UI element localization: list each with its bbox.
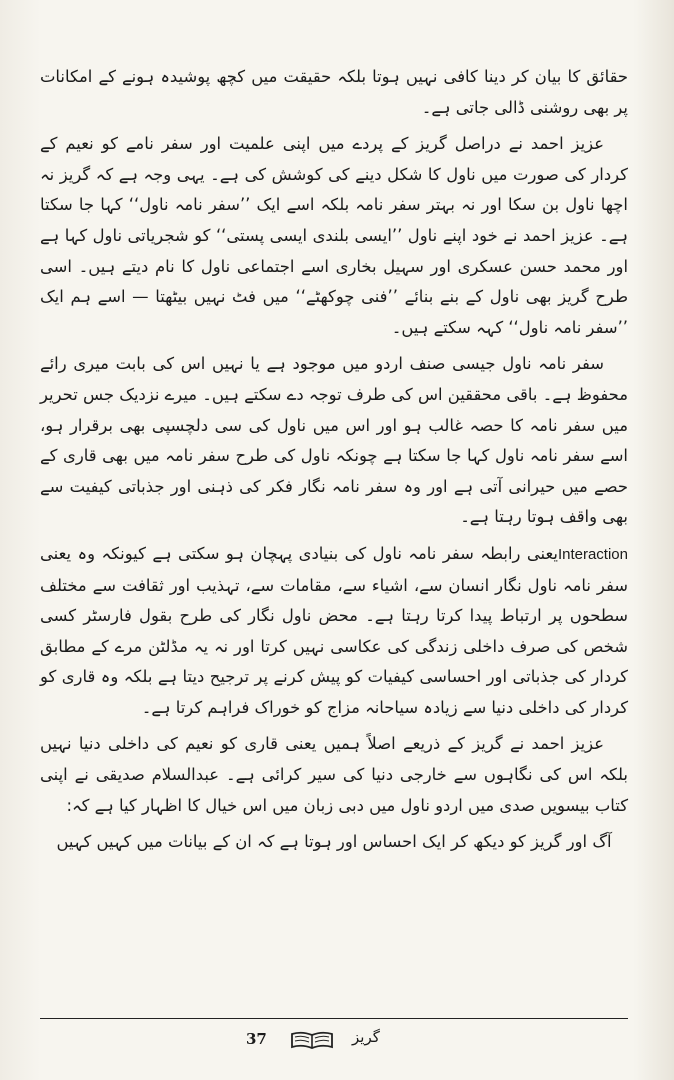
paragraph-1: حقائق کا بیان کر دینا کافی نہیں ہوتا بلکہ حقیقت میں کچھ پوشیدہ ہونے کے امکانات پر بھی روشنی ڈالی جاتی ہے۔	[40, 67, 628, 117]
paragraph-2: عزیز احمد نے دراصل گریز کے پردے میں اپنی علمیت اور سفر نامے کو نعیم کے کردار کی صورت میں ناول کا شکل دینے کی کوشش کی ہے۔ یہی وجہ ہے کہ گریز نہ اچھا ناول بن سکا اور نہ بہتر سفر نامہ بلکہ اسے ایک ’’سفر نامہ ناول‘‘ کہا جا سکتا ہے۔ عزیز احمد نے خود اپنے ناول ’’ایسی بلندی ایسی پستی‘‘ کو شجریاتی ناول کہا ہے اور محمد حسن عسکری اور سہیل بخاری اسے اجتماعی ناول کا نام دیتے ہیں۔ اسی طرح گریز بھی ناول کے بنے بنائے ’’فنی چوکھٹے‘‘ میں فٹ نہیں بیٹھتا — اسے ہم ایک ’’سفر نامہ ناول‘‘ کہہ سکتے ہیں۔	[40, 134, 628, 337]
page-number: 37	[246, 1030, 267, 1048]
page-body	[40, 62, 628, 864]
paragraph-5: عزیز احمد نے گریز کے ذریعے اصلاً ہمیں یعنی قاری کو نعیم کی داخلی دنیا نہیں بلکہ اس کی نگاہوں سے خارجی دنیا کی سیر کرائی ہے۔ عبدالسلام صدیقی نے اپنی کتاب بیسویں صدی میں اردو ناول میں دبی زبان میں اس خیال کا اظہار کیا ہے کہ:	[40, 734, 628, 815]
book-title: گریز	[352, 1028, 380, 1046]
footer-rule	[40, 1018, 628, 1019]
quoted-verse: آگ اور گریز کو دیکھ کر ایک احساس اور ہوتا ہے کہ ان کے بیانات میں کہیں کہیں	[56, 832, 612, 852]
paragraph-4	[40, 539, 628, 724]
page-footer	[0, 1024, 674, 1064]
paragraph-3: سفر نامہ ناول جیسی صنف اردو میں موجود ہے یا نہیں اس کی بابت میری رائے محفوظ ہے۔ باقی محققین اس کی طرف توجہ دے سکتے ہیں۔ میرے نزدیک جس تحریر میں سفر نامہ کا حصہ غالب ہو اور اس میں ناول کی سی دلچسپی بھی برقرار ہو، اسے سفر نامہ ناول کہا جا سکتا ہے چونکہ ناول کی طرح سفر نامہ میں بھی قاری کے حصے میں حیرانی آتی ہے اور وہ سفر نامہ نگار فکر کی ذہنی اور جذباتی کیفیت سے بھی واقف ہوتا رہتا ہے۔	[40, 354, 628, 527]
open-book-icon	[290, 1030, 334, 1050]
paragraph-4-text: یعنی رابطہ سفر نامہ ناول کی بنیادی پہچان ہو سکتی ہے کیونکہ وہ یعنی سفر نامہ ناول نگار انسان سے، اشیاء سے، مقامات سے، تہذیب اور ثقافت سے مختلف سطحوں پر ارتباط پیدا کرتا رہتا ہے۔ محض ناول نگار کی طرح بقول فارسٹر کسی شخص کی صرف داخلی زندگی کی عکاسی نہیں کرتا اور نہ یہ مڈلٹن مرے کے مطابق کردار کی جذباتی اور احساسی کیفیات کو پیش کرنے پر ترجیح دیتا ہے بلکہ وہ قاری کو کردار کی داخلی دنیا سے زیادہ سیاحانہ مزاج کو خوراک فراہم کرتا ہے۔	[40, 543, 628, 717]
interaction-term: Interaction	[557, 545, 628, 563]
